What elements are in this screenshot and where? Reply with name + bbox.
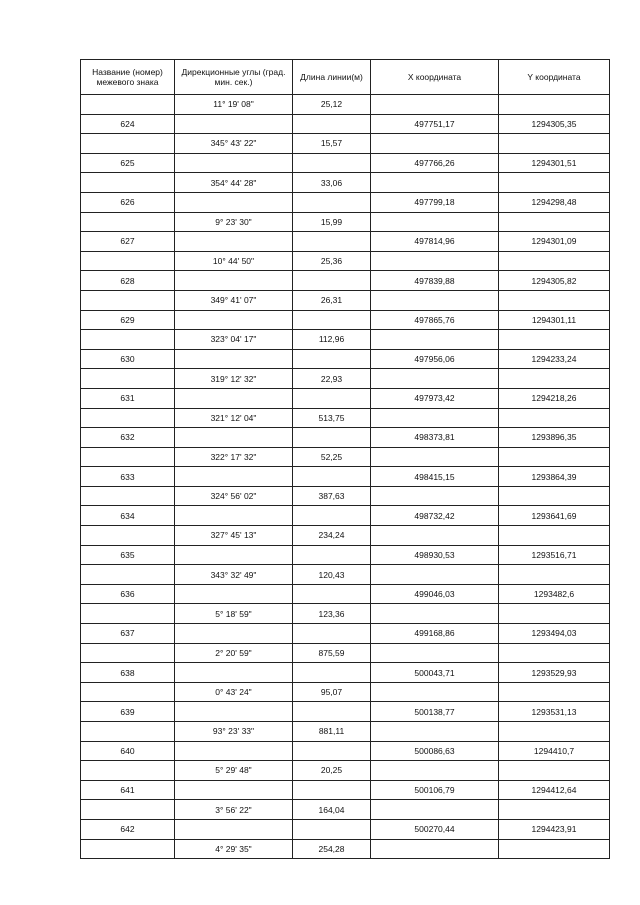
- cell-y-coordinate: [499, 408, 610, 428]
- cell-x-coordinate: 497799,18: [371, 192, 499, 212]
- cell-marker-name: 630: [81, 349, 175, 369]
- cell-line-length: [293, 388, 371, 408]
- cell-line-length: [293, 780, 371, 800]
- cell-line-length: 33,06: [293, 173, 371, 193]
- cell-x-coordinate: [371, 290, 499, 310]
- cell-x-coordinate: [371, 330, 499, 350]
- cell-y-coordinate: 1294298,48: [499, 192, 610, 212]
- cell-directional-angle: [175, 467, 293, 487]
- table-row: [81, 310, 610, 330]
- cell-directional-angle: 0° 43' 24": [175, 682, 293, 702]
- cell-x-coordinate: 499046,03: [371, 584, 499, 604]
- cell-marker-name: 624: [81, 114, 175, 134]
- cell-marker-name: [81, 369, 175, 389]
- table-row: [81, 741, 610, 761]
- cell-x-coordinate: 500270,44: [371, 819, 499, 839]
- cell-marker-name: [81, 800, 175, 820]
- cell-marker-name: [81, 604, 175, 624]
- cell-y-coordinate: [499, 447, 610, 467]
- table-row: [81, 467, 610, 487]
- cell-line-length: [293, 819, 371, 839]
- cell-y-coordinate: 1294305,82: [499, 271, 610, 291]
- cell-x-coordinate: [371, 761, 499, 781]
- cell-y-coordinate: [499, 95, 610, 115]
- cell-y-coordinate: 1293494,03: [499, 624, 610, 644]
- cell-line-length: 25,36: [293, 251, 371, 271]
- cell-y-coordinate: [499, 290, 610, 310]
- cell-y-coordinate: [499, 800, 610, 820]
- cell-marker-name: [81, 761, 175, 781]
- cell-y-coordinate: [499, 839, 610, 859]
- cell-y-coordinate: 1294301,51: [499, 153, 610, 173]
- cell-directional-angle: 11° 19' 08": [175, 95, 293, 115]
- cell-x-coordinate: 498732,42: [371, 506, 499, 526]
- cell-directional-angle: [175, 741, 293, 761]
- table-row: [81, 526, 610, 546]
- cell-marker-name: 631: [81, 388, 175, 408]
- cell-x-coordinate: [371, 526, 499, 546]
- cell-y-coordinate: 1294233,24: [499, 349, 610, 369]
- cell-line-length: 15,57: [293, 134, 371, 154]
- cell-marker-name: 636: [81, 584, 175, 604]
- table-row: [81, 192, 610, 212]
- cell-line-length: 875,59: [293, 643, 371, 663]
- cell-directional-angle: [175, 624, 293, 644]
- cell-x-coordinate: 497814,96: [371, 232, 499, 252]
- cell-marker-name: 637: [81, 624, 175, 644]
- cell-directional-angle: [175, 545, 293, 565]
- table-row: [81, 800, 610, 820]
- cell-directional-angle: 321° 12' 04": [175, 408, 293, 428]
- cell-line-length: 881,11: [293, 722, 371, 742]
- cell-x-coordinate: 498415,15: [371, 467, 499, 487]
- cell-x-coordinate: 498373,81: [371, 428, 499, 448]
- cell-y-coordinate: [499, 526, 610, 546]
- cell-line-length: [293, 114, 371, 134]
- cell-line-length: 52,25: [293, 447, 371, 467]
- cell-y-coordinate: [499, 330, 610, 350]
- cell-y-coordinate: [499, 134, 610, 154]
- cell-marker-name: 628: [81, 271, 175, 291]
- cell-x-coordinate: [371, 604, 499, 624]
- table-row: [81, 604, 610, 624]
- cell-line-length: 234,24: [293, 526, 371, 546]
- cell-directional-angle: [175, 780, 293, 800]
- cell-x-coordinate: 497956,06: [371, 349, 499, 369]
- cell-line-length: 25,12: [293, 95, 371, 115]
- cell-line-length: [293, 741, 371, 761]
- cell-x-coordinate: 500086,63: [371, 741, 499, 761]
- cell-directional-angle: 349° 41' 07": [175, 290, 293, 310]
- cell-x-coordinate: [371, 447, 499, 467]
- table-header-row: [81, 60, 610, 95]
- cell-marker-name: 634: [81, 506, 175, 526]
- cell-marker-name: 635: [81, 545, 175, 565]
- cell-marker-name: [81, 95, 175, 115]
- cell-directional-angle: 2° 20' 59": [175, 643, 293, 663]
- cell-line-length: [293, 310, 371, 330]
- cell-x-coordinate: 498930,53: [371, 545, 499, 565]
- cell-marker-name: 640: [81, 741, 175, 761]
- table-row: [81, 584, 610, 604]
- header-x-coordinate: X координата: [371, 60, 499, 95]
- cell-line-length: [293, 663, 371, 683]
- cell-line-length: 513,75: [293, 408, 371, 428]
- cell-marker-name: [81, 839, 175, 859]
- cell-line-length: 123,36: [293, 604, 371, 624]
- cell-directional-angle: 324° 56' 02": [175, 486, 293, 506]
- cell-line-length: 254,28: [293, 839, 371, 859]
- cell-x-coordinate: 500138,77: [371, 702, 499, 722]
- cell-x-coordinate: [371, 173, 499, 193]
- cell-y-coordinate: 1293896,35: [499, 428, 610, 448]
- cell-x-coordinate: [371, 369, 499, 389]
- table-row: [81, 330, 610, 350]
- table-row: [81, 95, 610, 115]
- table-row: [81, 369, 610, 389]
- cell-directional-angle: [175, 310, 293, 330]
- table-row: [81, 761, 610, 781]
- table-row: [81, 349, 610, 369]
- cell-marker-name: [81, 722, 175, 742]
- cell-marker-name: [81, 134, 175, 154]
- cell-directional-angle: 9° 23' 30": [175, 212, 293, 232]
- cell-x-coordinate: 497973,42: [371, 388, 499, 408]
- cell-line-length: [293, 467, 371, 487]
- cell-y-coordinate: [499, 173, 610, 193]
- cell-directional-angle: 345° 43' 22": [175, 134, 293, 154]
- cell-marker-name: [81, 682, 175, 702]
- cell-line-length: 112,96: [293, 330, 371, 350]
- header-directional-angle: Дирекционные углы (град. мин. сек.): [175, 60, 293, 95]
- cell-y-coordinate: 1293516,71: [499, 545, 610, 565]
- cell-line-length: [293, 584, 371, 604]
- cell-marker-name: [81, 486, 175, 506]
- table-row: [81, 663, 610, 683]
- cell-x-coordinate: [371, 134, 499, 154]
- cell-y-coordinate: [499, 722, 610, 742]
- cell-marker-name: 626: [81, 192, 175, 212]
- cell-line-length: [293, 702, 371, 722]
- cell-marker-name: [81, 173, 175, 193]
- cell-y-coordinate: 1294218,26: [499, 388, 610, 408]
- header-line-length: Длина линии(м): [293, 60, 371, 95]
- cell-directional-angle: 323° 04' 17": [175, 330, 293, 350]
- cell-directional-angle: 3° 56' 22": [175, 800, 293, 820]
- table-row: [81, 114, 610, 134]
- cell-x-coordinate: [371, 722, 499, 742]
- cell-directional-angle: 5° 18' 59": [175, 604, 293, 624]
- table-row: [81, 545, 610, 565]
- table-row: [81, 624, 610, 644]
- cell-y-coordinate: 1294301,11: [499, 310, 610, 330]
- cell-directional-angle: [175, 388, 293, 408]
- cell-y-coordinate: 1293864,39: [499, 467, 610, 487]
- cell-line-length: 15,99: [293, 212, 371, 232]
- cell-x-coordinate: [371, 486, 499, 506]
- cell-x-coordinate: [371, 95, 499, 115]
- cell-directional-angle: 5° 29' 48": [175, 761, 293, 781]
- cell-y-coordinate: [499, 565, 610, 585]
- cell-line-length: 22,93: [293, 369, 371, 389]
- cell-y-coordinate: [499, 369, 610, 389]
- table-row: [81, 486, 610, 506]
- cell-y-coordinate: [499, 604, 610, 624]
- cell-directional-angle: [175, 819, 293, 839]
- cell-marker-name: [81, 565, 175, 585]
- table-row: [81, 271, 610, 291]
- cell-x-coordinate: [371, 251, 499, 271]
- cell-marker-name: 629: [81, 310, 175, 330]
- cell-y-coordinate: 1293531,13: [499, 702, 610, 722]
- header-marker-name: Название (номер) межевого знака: [81, 60, 175, 95]
- table-row: [81, 819, 610, 839]
- cell-directional-angle: [175, 271, 293, 291]
- cell-directional-angle: 319° 12' 32": [175, 369, 293, 389]
- cell-x-coordinate: 499168,86: [371, 624, 499, 644]
- cell-marker-name: 625: [81, 153, 175, 173]
- cell-line-length: [293, 349, 371, 369]
- cell-marker-name: [81, 526, 175, 546]
- cell-x-coordinate: [371, 212, 499, 232]
- table-body: [81, 95, 610, 859]
- table-row: [81, 565, 610, 585]
- table-row: [81, 388, 610, 408]
- cell-x-coordinate: [371, 682, 499, 702]
- cell-marker-name: 632: [81, 428, 175, 448]
- cell-directional-angle: [175, 114, 293, 134]
- cell-marker-name: [81, 408, 175, 428]
- cell-y-coordinate: 1293529,93: [499, 663, 610, 683]
- cell-directional-angle: [175, 232, 293, 252]
- cell-line-length: [293, 545, 371, 565]
- cell-marker-name: 627: [81, 232, 175, 252]
- cell-line-length: [293, 271, 371, 291]
- table-row: [81, 251, 610, 271]
- header-y-coordinate: Y координата: [499, 60, 610, 95]
- cell-y-coordinate: 1294412,64: [499, 780, 610, 800]
- cell-line-length: [293, 192, 371, 212]
- cell-y-coordinate: 1294301,09: [499, 232, 610, 252]
- table-row: [81, 173, 610, 193]
- cell-y-coordinate: [499, 212, 610, 232]
- cell-y-coordinate: 1293641,69: [499, 506, 610, 526]
- table-row: [81, 702, 610, 722]
- cell-line-length: [293, 624, 371, 644]
- cell-marker-name: [81, 212, 175, 232]
- cell-directional-angle: 354° 44' 28": [175, 173, 293, 193]
- cell-y-coordinate: 1294305,35: [499, 114, 610, 134]
- table-row: [81, 780, 610, 800]
- cell-y-coordinate: [499, 761, 610, 781]
- cell-line-length: [293, 232, 371, 252]
- cell-x-coordinate: [371, 565, 499, 585]
- cell-line-length: 20,25: [293, 761, 371, 781]
- cell-y-coordinate: [499, 251, 610, 271]
- cell-x-coordinate: 497751,17: [371, 114, 499, 134]
- cell-x-coordinate: [371, 839, 499, 859]
- cell-marker-name: [81, 290, 175, 310]
- cell-y-coordinate: [499, 486, 610, 506]
- table-row: [81, 722, 610, 742]
- cell-line-length: [293, 428, 371, 448]
- cell-directional-angle: 10° 44' 50": [175, 251, 293, 271]
- cell-line-length: [293, 506, 371, 526]
- cell-marker-name: [81, 251, 175, 271]
- cell-marker-name: 642: [81, 819, 175, 839]
- cell-y-coordinate: 1293482,6: [499, 584, 610, 604]
- cell-x-coordinate: 497865,76: [371, 310, 499, 330]
- cell-directional-angle: [175, 153, 293, 173]
- cell-directional-angle: 93° 23' 33": [175, 722, 293, 742]
- cell-x-coordinate: 500106,79: [371, 780, 499, 800]
- cell-y-coordinate: 1294423,91: [499, 819, 610, 839]
- table-row: [81, 153, 610, 173]
- table-row: [81, 682, 610, 702]
- cell-directional-angle: [175, 428, 293, 448]
- cell-line-length: 26,31: [293, 290, 371, 310]
- cell-x-coordinate: [371, 408, 499, 428]
- table-row: [81, 839, 610, 859]
- cell-marker-name: [81, 330, 175, 350]
- cell-directional-angle: 322° 17' 32": [175, 447, 293, 467]
- cell-x-coordinate: [371, 800, 499, 820]
- cell-marker-name: 638: [81, 663, 175, 683]
- cell-directional-angle: [175, 663, 293, 683]
- cell-x-coordinate: [371, 643, 499, 663]
- cell-x-coordinate: 497839,88: [371, 271, 499, 291]
- cell-directional-angle: 327° 45' 13": [175, 526, 293, 546]
- cell-marker-name: [81, 643, 175, 663]
- cell-line-length: 120,43: [293, 565, 371, 585]
- cell-y-coordinate: [499, 682, 610, 702]
- cell-directional-angle: 4° 29' 35": [175, 839, 293, 859]
- table-row: [81, 232, 610, 252]
- table-row: [81, 134, 610, 154]
- cell-marker-name: 633: [81, 467, 175, 487]
- cell-marker-name: [81, 447, 175, 467]
- cell-x-coordinate: 500043,71: [371, 663, 499, 683]
- cell-marker-name: 639: [81, 702, 175, 722]
- cell-marker-name: 641: [81, 780, 175, 800]
- cell-directional-angle: [175, 584, 293, 604]
- table-row: [81, 506, 610, 526]
- cell-directional-angle: [175, 506, 293, 526]
- cell-line-length: [293, 153, 371, 173]
- table-row: [81, 428, 610, 448]
- cell-line-length: 164,04: [293, 800, 371, 820]
- cell-directional-angle: [175, 192, 293, 212]
- table-row: [81, 290, 610, 310]
- cell-directional-angle: [175, 349, 293, 369]
- table-row: [81, 408, 610, 428]
- table-row: [81, 212, 610, 232]
- cell-line-length: 95,07: [293, 682, 371, 702]
- cell-x-coordinate: 497766,26: [371, 153, 499, 173]
- cell-line-length: 387,63: [293, 486, 371, 506]
- cell-directional-angle: [175, 702, 293, 722]
- cell-y-coordinate: [499, 643, 610, 663]
- cell-directional-angle: 343° 32' 49": [175, 565, 293, 585]
- boundary-coordinates-table: [80, 59, 610, 859]
- cell-y-coordinate: 1294410,7: [499, 741, 610, 761]
- table-row: [81, 447, 610, 467]
- table-row: [81, 643, 610, 663]
